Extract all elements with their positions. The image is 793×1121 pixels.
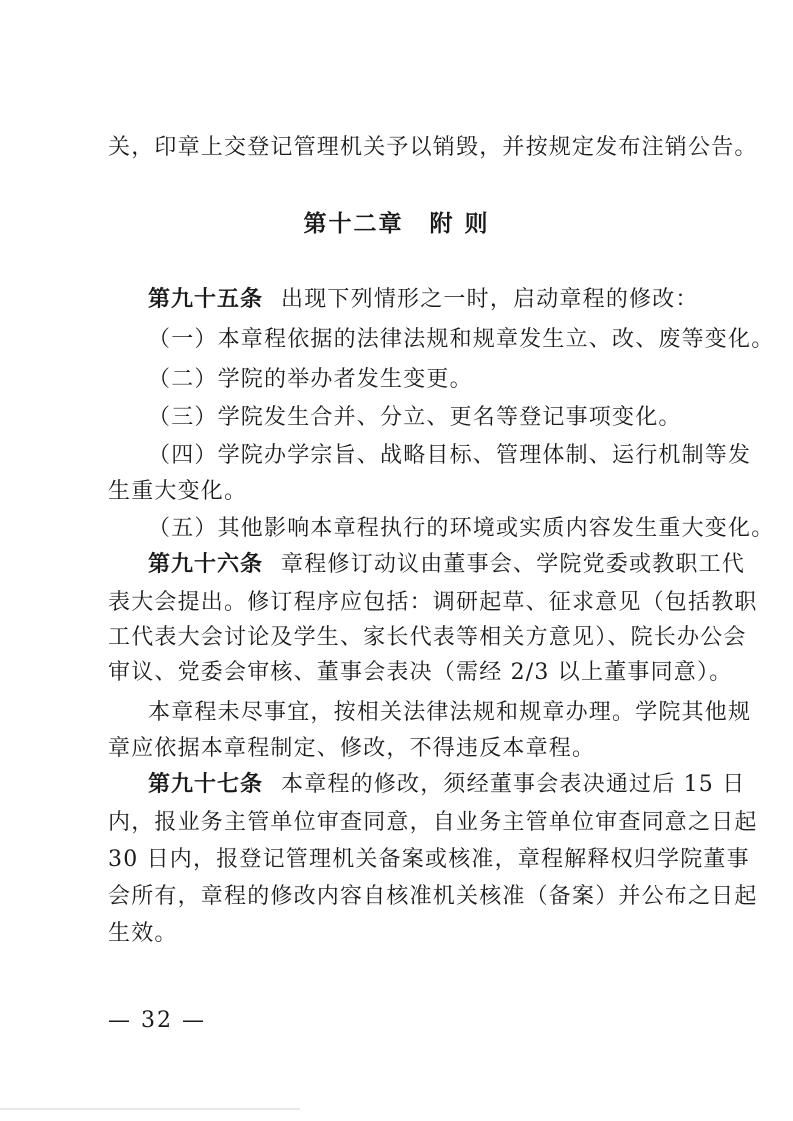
scan-edge-divider [0,1108,300,1110]
article-96-first-line [148,548,746,582]
article-95-item: （五）其他影响本章程执行的环境或实质内容发生重大变化。 [148,516,775,541]
chapter-heading [0,207,793,241]
page-number: — 32 — [108,1008,206,1033]
article-95-first-line [148,283,698,317]
article-96-paragraph-line: 章应依据本章程制定、修改，不得违反本章程。 [108,736,596,761]
article-97-line: 30 日内，报登记管理机关备案或核准，章程解释权归学院董事 [108,847,750,872]
article-97-text: 本章程的修改，须经董事会表决通过后 15 日 [281,772,746,797]
article-95-text: 出现下列情形之一时，启动章程的修改： [281,287,699,312]
article-97-first-line [148,768,746,802]
article-96-label: 第九十六条 [148,552,264,577]
chapter-title: 附 则 [429,211,490,237]
article-95-item: （三）学院发生合并、分立、更名等登记事项变化。 [148,405,682,430]
continuation-line: 关，印章上交登记管理机关予以销毁，并按规定发布注销公告。 [108,135,758,160]
article-95-item: （四）学院办学宗旨、战略目标、管理体制、运行机制等发 [148,443,752,468]
article-97-line: 内，报业务主管单位审查同意，自业务主管单位审查同意之日起 [108,810,758,835]
article-96-line: 表大会提出。修订程序应包括：调研起草、征求意见（包括教职 [108,590,758,615]
article-95-item: （二）学院的举办者发生变更。 [148,367,473,392]
article-96-text: 章程修订动议由董事会、学院党委或教职工代 [281,552,746,577]
article-97-line: 会所有，章程的修改内容自核准机关核准（备案）并公布之日起 [108,884,758,909]
article-97-line: 生效。 [108,921,178,946]
chapter-number: 第十二章 [303,211,404,237]
article-96-line: 审议、党委会审核、董事会表决（需经 2/3 以上董事同意）。 [108,660,733,685]
article-95-item-continuation: 生重大变化。 [108,479,248,504]
article-96-line: 工代表大会讨论及学生、家长代表等相关方意见）、院长办公会 [108,625,747,650]
article-97-label: 第九十七条 [148,772,264,797]
article-96-paragraph-line: 本章程未尽事宜，按相关法律法规和规章办理。学院其他规 [148,700,752,725]
article-95-item: （一）本章程依据的法律法规和规章发生立、改、废等变化。 [148,327,775,352]
article-95-label: 第九十五条 [148,287,264,312]
